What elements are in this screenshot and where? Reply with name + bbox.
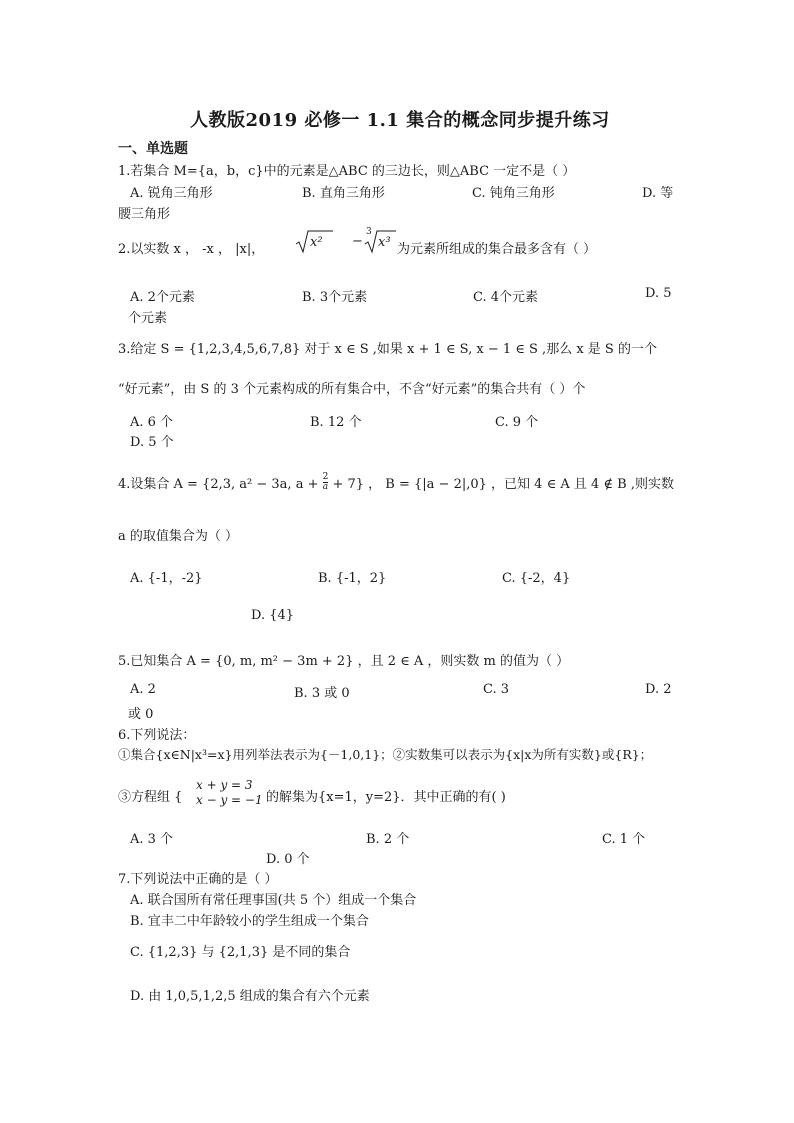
question-1-stem: 1.若集合 M={a，b，c}中的元素是△ABC 的三边长，则△ABC 一定不是（ ）	[118, 164, 576, 179]
section-heading: 一、单选题	[118, 141, 188, 157]
question-1-option-b: B. 直角三角形	[302, 186, 385, 201]
question-3-option-c: C. 9 个	[495, 415, 539, 430]
question-1-option-c: C. 钝角三角形	[472, 186, 555, 201]
question-6-option-c: C. 1 个	[602, 832, 646, 847]
question-7-option-a: A. 联合国所有常任理事国(共 5 个）组成一个集合	[130, 893, 417, 908]
question-7-option-b: B. 宜丰二中年龄较小的学生组成一个集合	[130, 914, 369, 929]
fraction-denominator: a	[322, 482, 329, 492]
question-4-option-b: B. {-1，2}	[318, 571, 387, 586]
question-5-option-c: C. 3	[483, 682, 510, 697]
question-2-option-a: A. 2个元素	[130, 290, 195, 305]
question-2-prefix: 2.以实数 x ， -x ， |x|，	[118, 242, 265, 257]
question-1-option-a: A. 锐角三角形	[130, 186, 213, 201]
question-7-option-d: D. 由 1,0,5,1,2,5 组成的集合有六个元素	[130, 989, 370, 1004]
question-4-line-1-part-b: + 7} ， B = {|a − 2|,0} ，已知 4 ∈ A 且 4 ∉ B ,则实数	[328, 477, 674, 492]
fraction-2-over-a	[323, 473, 329, 492]
question-5-option-a: A. 2	[130, 682, 156, 697]
question-3-option-b: B. 12 个	[310, 415, 362, 430]
question-6-line-2-part-b: 的解集为{x=1，y=2}．其中正确的有( )	[266, 790, 506, 805]
question-1-option-d: D. 等	[642, 186, 674, 201]
page-title: 人教版2019 必修一 1.1 集合的概念同步提升练习	[190, 110, 610, 131]
question-5-option-b: B. 3 或 0	[294, 686, 350, 701]
equation-system	[196, 778, 263, 808]
question-6-option-d: D. 0 个	[266, 852, 310, 867]
cbrt-radicand: x³	[378, 235, 391, 250]
minus-sign: −	[352, 234, 363, 249]
question-4-line-1	[118, 473, 674, 494]
question-2-suffix: 为元素所组成的集合最多含有（ ）	[397, 242, 597, 257]
question-7-option-c: C. {1,2,3} 与 {2,1,3} 是不同的集合	[130, 945, 351, 960]
question-4-option-c: C. {-2，4}	[502, 571, 571, 586]
question-5-stem: 5.已知集合 A = {0, m, m² − 3m + 2} ，且 2 ∈ A ，则实数 m 的值为（ ）	[118, 654, 570, 669]
question-1-option-d-continued: 腰三角形	[118, 207, 171, 222]
question-3-line-2: “好元素”，由 S 的 3 个元素构成的所有集合中，不含“好元素”的集合共有（ ）个	[118, 382, 586, 397]
question-2-option-d: D. 5	[645, 286, 672, 301]
question-5-option-d-continued: 或 0	[128, 707, 154, 722]
fraction-numerator: 2	[322, 472, 329, 482]
question-4-line-2: a 的取值集合为（ ）	[118, 529, 239, 544]
cbrt-index: 3	[366, 227, 372, 237]
equation-2: x − y = −1	[196, 793, 263, 807]
question-6-option-a: A. 3 个	[130, 832, 174, 847]
question-7-stem: 7.下列说法中正确的是（ ）	[118, 872, 278, 887]
question-3-option-d: D. 5 个	[130, 435, 174, 450]
question-4-option-d: D. {4}	[251, 608, 295, 623]
equation-1: x + y = 3	[196, 778, 253, 792]
question-6-line-1: ①集合{x∈N|x³=x}用列举法表示为{－1,0,1}；②实数集可以表示为{x|x为所有实数}或{R}；	[118, 747, 653, 762]
question-4-option-a: A. {-1，-2}	[130, 571, 203, 586]
question-2-option-c: C. 4个元素	[473, 290, 539, 305]
question-3-line-1: 3.给定 S = {1,2,3,4,5,6,7,8} 对于 x ∈ S ,如果 x + 1 ∈ S, x − 1 ∈ S ,那么 x 是 S 的一个	[118, 342, 657, 357]
question-6-option-b: B. 2 个	[366, 832, 410, 847]
question-4-line-1-part-a: 4.设集合 A = {2,3, a² − 3a, a +	[118, 477, 323, 492]
question-5-option-d: D. 2	[645, 682, 672, 697]
sqrt-radicand: x²	[310, 235, 323, 250]
question-3-option-a: A. 6 个	[130, 415, 174, 430]
question-6-stem: 6.下列说法：	[118, 728, 196, 743]
question-2-option-b: B. 3个元素	[302, 290, 368, 305]
question-2-option-d-continued: 个元素	[128, 311, 168, 326]
question-6-line-2-part-a: ③方程组 {	[118, 790, 183, 805]
